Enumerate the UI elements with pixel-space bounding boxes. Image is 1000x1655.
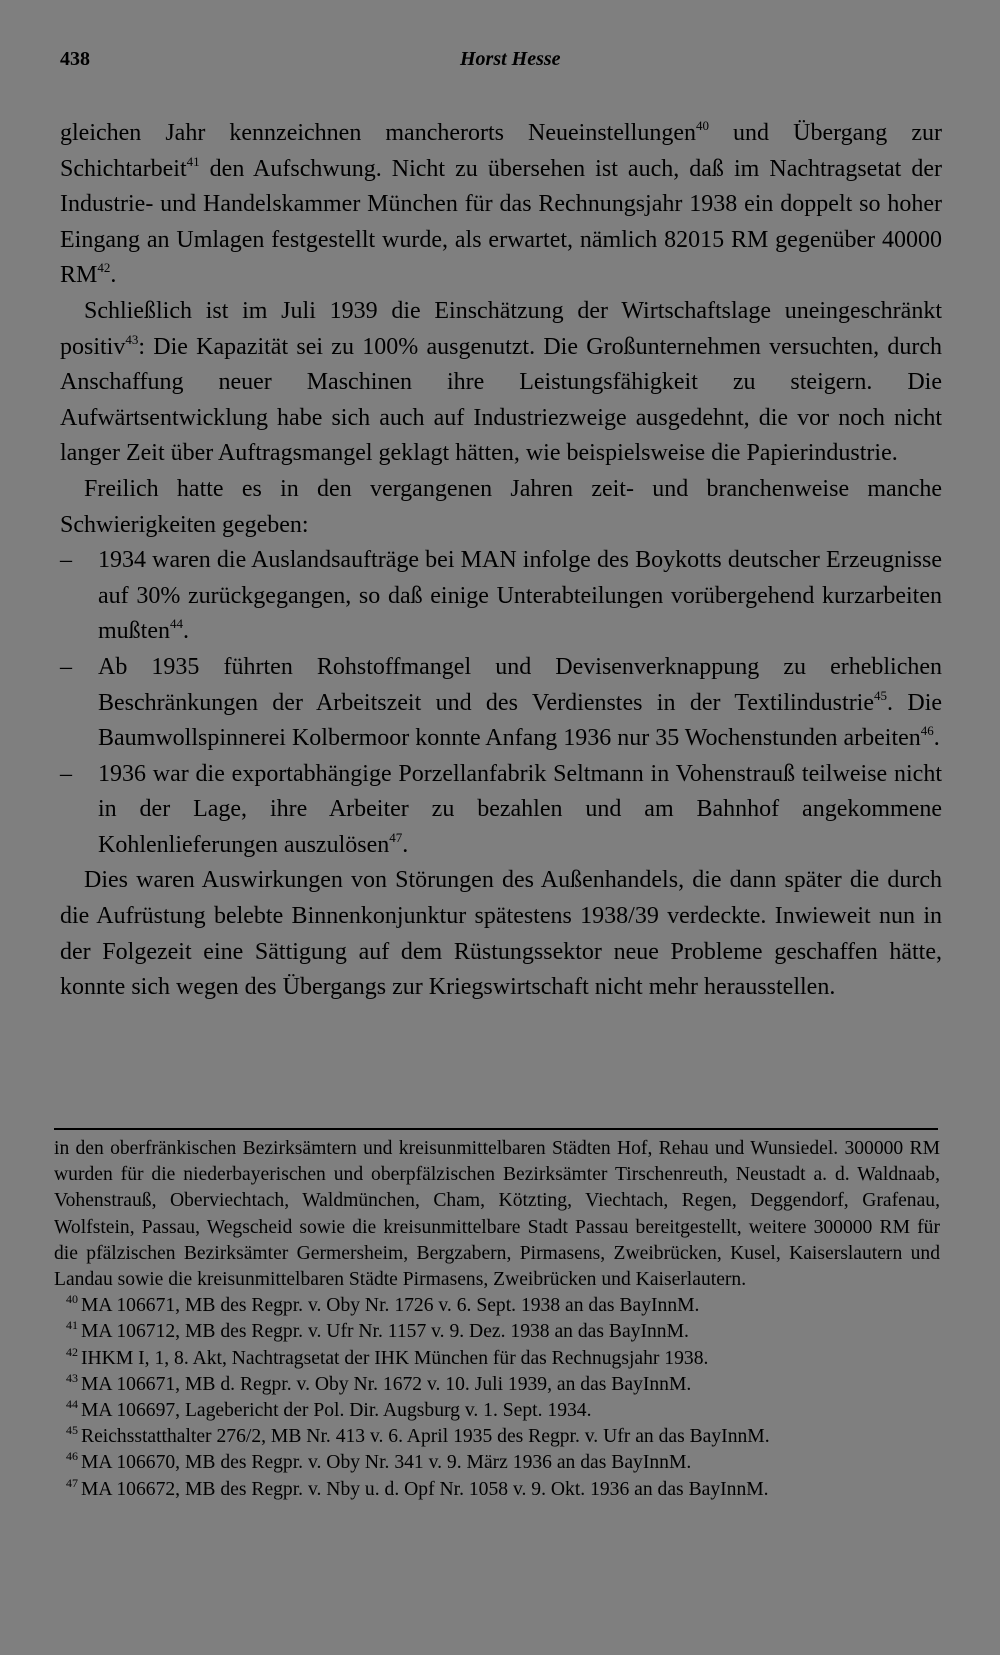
footnote-text: MA 106670, MB des Regpr. v. Oby Nr. 341 v. 9. März 1936 an das BayInnM. [81,1452,692,1474]
footnote-ref: 45 [874,687,888,703]
list-item [60,543,942,650]
text-run: 1934 waren die Auslandsaufträge bei MAN infolge des Boykotts deutscher Erzeugnisse auf 30% zurückgegangen, so daß einige Unterabteilungen vorübergehend kurzarbeiten mußten [98,547,942,645]
paragraph: Dies waren Auswirkungen von Störungen des Außenhandels, die dann später die durch die Aufrüstung belebte Binnenkonjunktur spätestens 1938/39 verdeckte. Inwieweit nun in der Folgezeit eine Sättigung auf dem Rüstungssektor neue Probleme geschaffen hätte, konnte sich wegen des Übergangs zur Kriegswirtschaft nicht mehr herausstellen. [60,867,942,1001]
footnote-number: 46 [66,1449,78,1464]
text-run: . Die Baumwollspinnerei Kolbermoor konnte Anfang 1936 nur 35 Wochenstunden arbeiten [98,689,943,752]
footnote-text: MA 106671, MB des Regpr. v. Oby Nr. 1726 v. 6. Sept. 1938 an das BayInnM. [81,1295,700,1317]
footnote-ref: 46 [920,723,934,739]
dash-bullet: – [60,547,72,574]
footnote-number: 44 [66,1397,78,1412]
text-run: . [402,831,409,858]
text-run: den Aufschwung. Nicht zu übersehen ist auch, daß im Nachtragsetat der Industrie- und Handelskammer München für das Rechnungsjahr 1938 ein doppelt so hoher Eingang an Umlagen festgestellt wurde, als erwartet, nämlich 82015 RM gegenüber 40000 RM [60,155,942,289]
text-run: : Die Kapazität sei zu 100% ausgenutzt. Die Großunternehmen versuchten, durch Anschaffung neuer Maschinen ihre Leistungsfähigkeit zu steigern. Die Aufwärtsentwicklung habe sich auch auf Industriezweige ausgedehnt, die vor noch nicht langer Zeit über Auftragsmangel geklagt hätten, wie beispielsweise die Papierindustrie. [60,333,942,467]
footnote-number: 47 [66,1475,78,1490]
footnote-number: 42 [66,1344,78,1359]
dash-bullet: – [60,653,72,680]
footnote [54,1424,940,1450]
text-run: 1936 war die exportabhängige Porzellanfabrik Seltmann in Vohenstrauß teilweise nicht in der Lage, ihre Arbeiter zu bezahlen und am Bahnhof angekommene Kohlenlieferungen auszulösen [98,760,942,858]
footnote-text: Reichsstatthalter 276/2, MB Nr. 413 v. 6. April 1935 des Regpr. v. Ufr an das BayInnM. [81,1426,770,1448]
footnote-ref: 42 [97,260,111,276]
footnote [54,1372,940,1398]
page-number: 438 [60,48,90,70]
footnote-number: 40 [66,1292,78,1307]
footnote-number: 43 [66,1370,78,1385]
footnote-separator [54,1128,938,1130]
footnote-ref: 40 [696,118,709,133]
footnote-text: MA 106712, MB des Regpr. v. Ufr Nr. 1157 v. 9. Dez. 1938 an das BayInnM. [81,1321,689,1343]
footnote-text: IHKM I, 1, 8. Akt, Nachtragsetat der IHK München für das Rechnugsjahr 1938. [81,1347,709,1369]
footnote-text: MA 106697, Lagebericht der Pol. Dir. Augsburg v. 1. Sept. 1934. [81,1400,592,1422]
footnote [54,1293,940,1319]
dash-bullet: – [60,760,72,787]
footnote [54,1319,940,1345]
footnote-ref: 47 [389,829,403,845]
footnote [54,1477,940,1503]
footnote-number: 45 [66,1423,78,1438]
list-item [60,650,942,757]
text-run: . [183,618,189,645]
footnote [54,1346,940,1372]
text-run: gleichen Jahr kennzeichnen mancherorts Neueinstellungen [60,120,696,146]
footnote-continuation: in den oberfränkischen Bezirksämtern und kreisunmittelbaren Städten Hof, Rehau und Wunsiedel. 300000 RM wurden für die niederbayerischen und oberpfälzischen Bezirksämter Tirschenreuth, Neustadt a. d. Waldnaab, Vohenstrauß, Oberviechtach, Waldmünchen, Cham, Kötzting, Viechtach, Regen, Deggendorf, Grafenau, Wolfstein, Passau, Wegscheid sowie die kreisunmittelbare Stadt Passau bereitgestellt, weitere 300000 RM für die pfälzischen Bezirksämter Germersheim, Bergzabern, Pirmasens, Zweibrücken, Kusel, Kaiserslautern und Landau sowie die kreisunmittelbaren Städte Pirmasens, Zweibrücken und Kaiserlautern. [54,1138,940,1291]
footnote [54,1398,940,1424]
main-text [60,116,942,1006]
text-run: und Übergang zur Schichtarbeit [60,120,943,182]
footnote-number: 41 [66,1318,78,1333]
text-run: . [933,725,940,752]
text-run: Schließlich ist im Juli 1939 die Einschätzung der Wirtschaftslage uneingeschränkt positiv [60,297,942,360]
footnote-ref: 44 [170,616,183,632]
running-header [60,48,940,82]
footnotes [54,1136,940,1503]
footnote-ref: 43 [125,331,139,347]
paragraph: Freilich hatte es in den vergangenen Jahren zeit- und branchenweise manche Schwierigkeiten gegeben: [60,475,942,538]
footnote-text: MA 106672, MB des Regpr. v. Nby u. d. Opf Nr. 1058 v. 9. Okt. 1936 an das BayInnM. [81,1478,769,1500]
paragraph [60,294,942,472]
text-run: Ab 1935 führten Rohstoffmangel und Devisenverknappung zu erheblichen Beschränkungen der Arbeitszeit und des Verdienstes in der Textilindustrie [98,653,942,716]
paragraph [60,116,942,294]
footnote-text: MA 106671, MB d. Regpr. v. Oby Nr. 1672 v. 10. Juli 1939, an das BayInnM. [81,1373,692,1395]
footnote-ref: 41 [186,153,200,169]
text-run: . [110,262,117,289]
footnote [54,1450,940,1476]
running-head-author: Horst Hesse [460,48,561,70]
list-item [60,757,942,864]
